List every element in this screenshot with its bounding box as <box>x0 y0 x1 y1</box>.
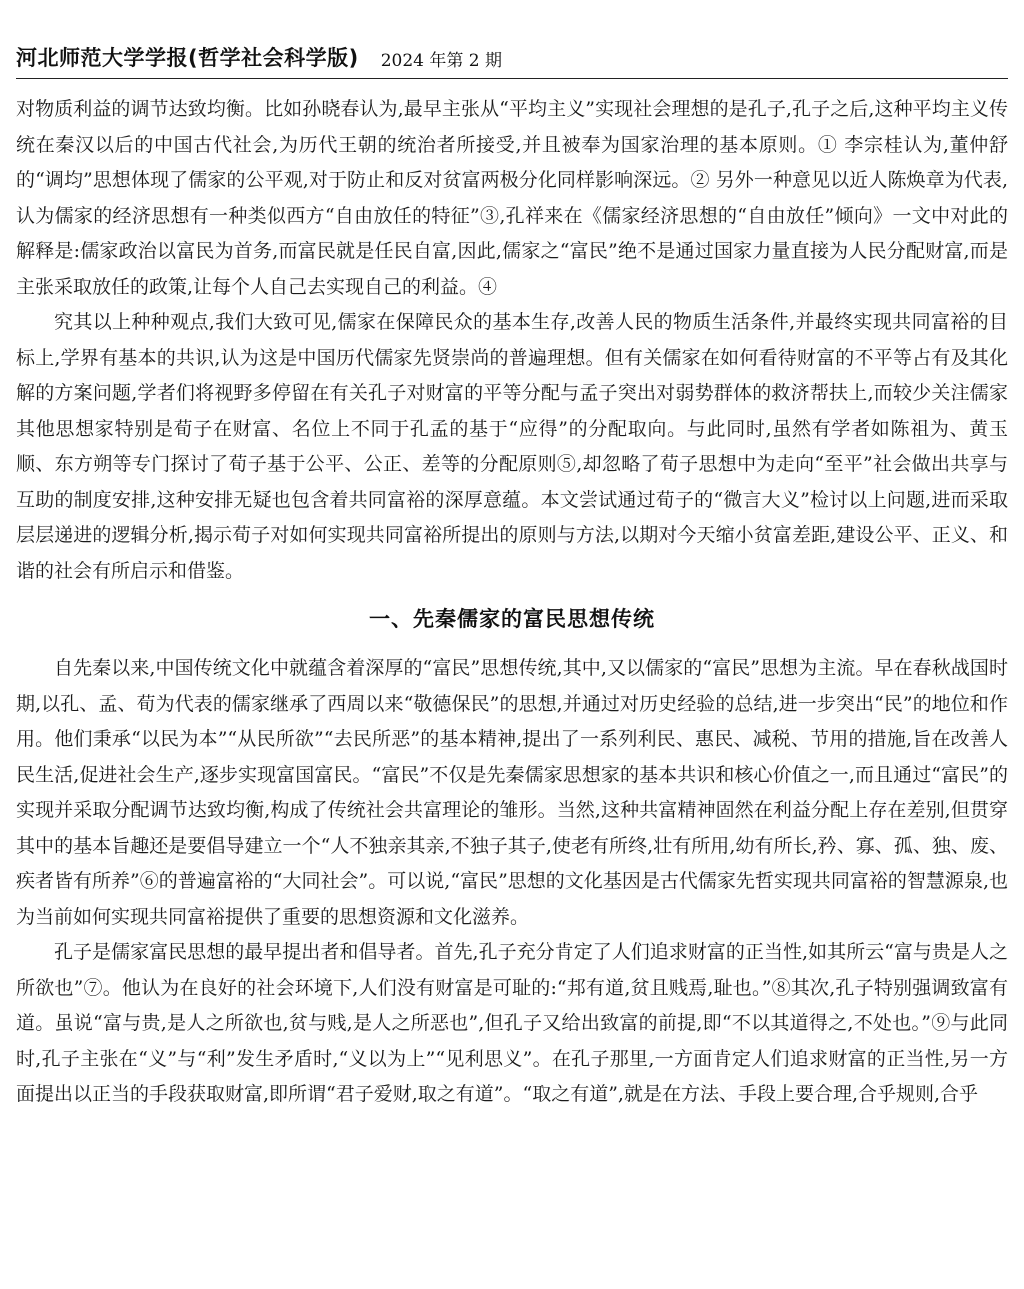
paragraph: 究其以上种种观点,我们大致可见,儒家在保障民众的基本生存,改善人民的物质生活条件,并最终实现共同富裕的目标上,学界有基本的共识,认为这是中国历代儒家先贤崇尚的普遍理想。但有关儒家在如何看待财富的不平等占有及其化解的方案问题,学者们将视野多停留在有关孔子对财富的平等分配与孟子突出对弱势群体的救济帮扶上,而较少关注儒家其他思想家特别是荀子在财富、名位上不同于孔孟的基于“应得”的分配取向。与此同时,虽然有学者如陈祖为、黄玉顺、东方朔等专门探讨了荀子基于公平、公正、差等的分配原则⑤,却忽略了荀子思想中为走向“至平”社会做出共享与互助的制度安排,这种安排无疑也包含着共同富裕的深厚意蕴。本文尝试通过荀子的“微言大义”检讨以上问题,进而采取层层递进的逻辑分析,揭示荀子对如何实现共同富裕所提出的原则与方法,以期对今天缩小贫富差距,建设公平、正义、和谐的社会有所启示和借鉴。 <box>16 311 1008 582</box>
running-header <box>16 0 1008 79</box>
article-body <box>16 92 1008 1113</box>
paragraph: 孔子是儒家富民思想的最早提出者和倡导者。首先,孔子充分肯定了人们追求财富的正当性,如其所云“富与贵是人之所欲也”⑦。他认为在良好的社会环境下,人们没有财富是可耻的:“邦有道,贫且贱焉,耻也。”⑧其次,孔子特别强调致富有道。虽说“富与贵,是人之所欲也,贫与贱,是人之所恶也”,但孔子又给出致富的前提,即“不以其道得之,不处也。”⑨与此同时,孔子主张在“义”与“利”发生矛盾时,“义以为上”“见利思义”。在孔子那里,一方面肯定人们追求财富的正当性,另一方面提出以正当的手段获取财富,即所谓“君子爱财,取之有道”。“取之有道”,就是在方法、手段上要合理,合乎规则,合乎 <box>16 941 1008 1105</box>
paragraph: 自先秦以来,中国传统文化中就蕴含着深厚的“富民”思想传统,其中,又以儒家的“富民”思想为主流。早在春秋战国时期,以孔、孟、荀为代表的儒家继承了西周以来“敬德保民”的思想,并通过对历史经验的总结,进一步突出“民”的地位和作用。他们秉承“以民为本”“从民所欲”“去民所恶”的基本精神,提出了一系列利民、惠民、减税、节用的措施,旨在改善人民生活,促进社会生产,逐步实现富国富民。“富民”不仅是先秦儒家思想家的基本共识和核心价值之一,而且通过“富民”的实现并采取分配调节达致均衡,构成了传统社会共富理论的雏形。当然,这种共富精神固然在利益分配上存在差别,但贯穿其中的基本旨趣还是要倡导建立一个“人不独亲其亲,不独子其子,使老有所终,壮有所用,幼有所长,矜、寡、孤、独、废、疾者皆有所养”⑥的普遍富裕的“大同社会”。可以说,“富民”思想的文化基因是古代儒家先哲实现共同富裕的智慧源泉,也为当前如何实现共同富裕提供了重要的思想资源和文化滋养。 <box>16 657 1008 928</box>
journal-name: 河北师范大学学报(哲学社会科学版) <box>16 46 359 70</box>
paragraph-continued: 对物质利益的调节达致均衡。比如孙晓春认为,最早主张从“平均主义”实现社会理想的是孔子,孔子之后,这种平均主义传统在秦汉以后的中国古代社会,为历代王朝的统治者所接受,并且被奉为国家治理的基本原则。① 李宗桂认为,董仲舒的“调均”思想体现了儒家的公平观,对于防止和反对贫富两极分化同样影响深远。② 另外一种意见以近人陈焕章为代表,认为儒家的经济思想有一种类似西方“自由放任的特征”③,孔祥来在《儒家经济思想的“自由放任”倾向》一文中对此的解释是:儒家政治以富民为首务,而富民就是任民自富,因此,儒家之“富民”绝不是通过国家力量直接为人民分配财富,而是主张采取放任的政策,让每个人自己去实现自己的利益。④ <box>16 98 1008 298</box>
journal-page <box>16 0 1008 1113</box>
issue-number: 2024 年第 2 期 <box>380 51 502 71</box>
section-heading: 一、先秦儒家的富民思想传统 <box>369 607 655 631</box>
